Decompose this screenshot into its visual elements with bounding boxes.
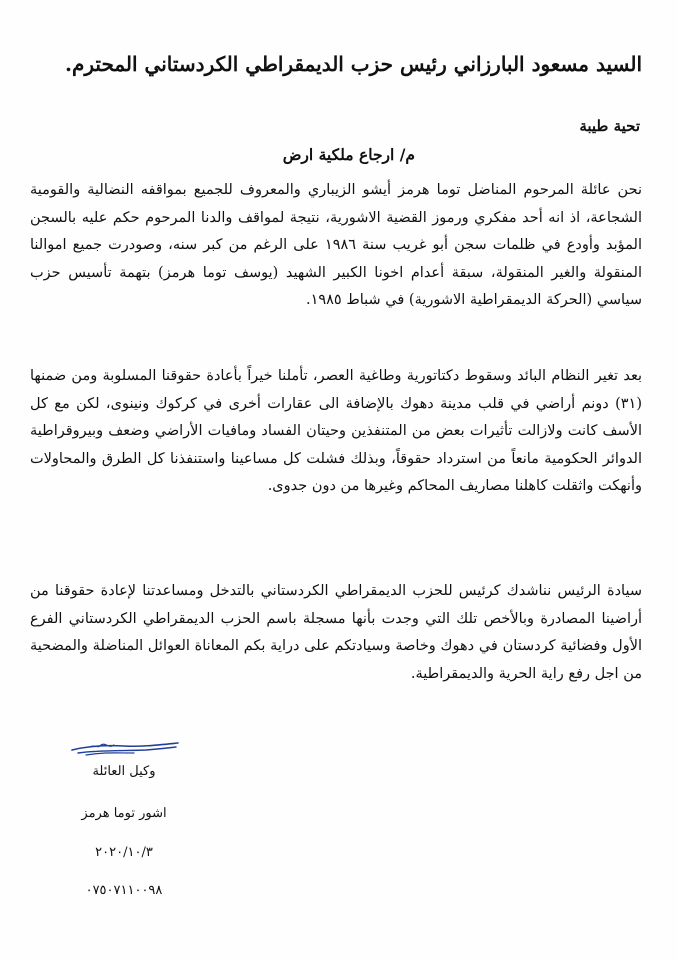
signatory-name: اشور توما هرمز [81,806,167,821]
letter-subject: م/ ارجاع ملكية ارض [282,145,415,164]
signature-title: وكيل العائلة [92,764,156,779]
letter-addressee: السيد مسعود البارزاني رئيس حزب الديمقراطي الكردستاني المحترم. [65,52,642,76]
letter-greeting: تحية طيبة [579,117,640,135]
handwritten-signature [70,737,182,759]
phone-number: ٠٧٥٠٧١١٠٠٩٨ [85,883,163,898]
letter-paragraph-3: سيادة الرئيس نناشدك كرئيس للحزب الديمقراطي الكردستاني بالتدخل ومساعدتنا لإعادة حقوقنا من أراضينا المصادرة وبالأخص تلك التي وجدت بأنها مسجلة باسم الحزب الديمقراطي الكردستاني الفرع الأول وفضائية كردستان في دهوك وخاصة وسيادتكم على دراية بكم المعاناة العوائل المناضلة والمضحية من اجل رفع راية الحرية والديمقراطية. [30,583,642,682]
letter-date: ٢٠٢٠/١٠/٣ [95,845,153,860]
letter-paragraph-2: بعد تغير النظام البائد وسقوط دكتاتورية وطاغية العصر، تأملنا خيراً بأعادة حقوقنا المسلوبة ومن ضمنها (٣١) دونم أراضي في قلب مدينة دهوك بالإضافة الى عقارات أخرى في كركوك ونينوى، لكن مع كل الأسف كانت ولازالت تأثيرات بعض من المتنفذين وحيتان الفساد ومافيات الأراضي وضعف وبيروقراطية الدوائر الحكومية مانعاً من استرداد حقوقاً، وبذلك فشلت كل مساعينا واستنفذنا كل الطرق والمحاولات وأنهكت واثقلت كاهلنا مصاريف المحاكم وغيرها من دون جدوى. [30,368,642,494]
letter-paragraph-1: نحن عائلة المرحوم المناضل توما هرمز أيشو الزيباري والمعروف للجميع بمواقفه النضالية والقومية الشجاعة، اذ انه أحد مفكري ورموز القضية الاشورية، نتيجة لمواقف والدنا المرحوم حكم عليه بالسجن المؤبد وأودع في ظلمات سجن أبو غريب سنة ١٩٨٦ على الرغم من كبر سنه، وصودرت جميع اموالنا المنقولة والغير المنقولة، سبقة أعدام اخونا الكبير الشهيد (يوسف توما هرمز) بتهمة تأسيس حزب سياسي (الحركة الديمقراطية الاشورية) في شباط ١٩٨٥. [30,182,642,308]
